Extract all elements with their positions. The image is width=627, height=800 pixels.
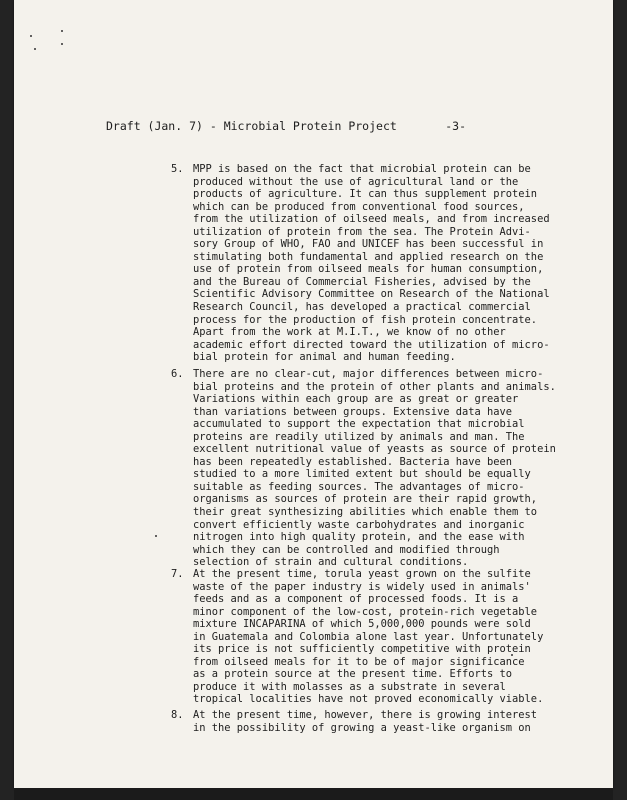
text-line: waste of the paper industry is widely used in animals' (193, 580, 531, 593)
text-line: sory Group of WHO, FAO and UNICEF has been successful in (193, 238, 544, 251)
paragraph-number: 5. (171, 163, 184, 175)
text-line: produced without the use of agricultural land or the (193, 175, 519, 188)
paragraph-number: 7. (171, 568, 184, 580)
text-line: stimulating both fundamental and applied research on the (193, 250, 544, 263)
text-line: which they can be controlled and modified through (193, 543, 500, 556)
text-line: its price is not sufficiently competitive with protein (193, 643, 531, 656)
text-line: minor component of the low-cost, protein-rich vegetable (193, 605, 538, 618)
text-line: produce it with molasses as a substrate in several (193, 680, 506, 693)
text-line: proteins are readily utilized by animals and man. The (193, 430, 525, 443)
text-line: nitrogen into high quality protein, and the ease with (193, 531, 525, 544)
text-line: and the Bureau of Commercial Fisheries, advised by the (193, 275, 531, 288)
text-line: bial proteins and the protein of other plants and animals. (193, 380, 556, 393)
scan-bottom-edge (14, 788, 613, 800)
text-line: Apart from the work at M.I.T., we know of no other (193, 326, 506, 339)
text-line: At the present time, torula yeast grown on the sulfite (193, 568, 531, 580)
text-line: bial protein for animal and human feeding. (193, 351, 456, 364)
text-line: than variations between groups. Extensive data have (193, 405, 513, 418)
text-line: suitable as feeding sources. The advantages of micro- (193, 480, 525, 493)
text-line: from oilseed meals for it to be of major significance (193, 655, 525, 668)
text-line: selection of strain and cultural conditions. (193, 556, 469, 569)
paper-speck (30, 35, 32, 37)
header-title: Draft (Jan. 7) - Microbial Protein Project (106, 119, 397, 133)
paragraph-5 (171, 163, 571, 364)
text-line: academic effort directed toward the utilization of micro- (193, 338, 550, 351)
text-line: products of agriculture. It can thus supplement protein (193, 188, 538, 201)
text-line: organisms as sources of protein are their rapid growth, (193, 493, 538, 506)
page-header (106, 119, 466, 133)
paper-speck (34, 48, 36, 50)
text-line: At the present time, however, there is growing interest (193, 709, 538, 721)
paragraph-8 (171, 709, 571, 734)
text-line: There are no clear-cut, major differences between micro- (193, 368, 544, 380)
text-line: Variations within each group are as great or greater (193, 393, 519, 406)
text-line: feeds and as a component of processed foods. It is a (193, 593, 519, 606)
text-line: tropical localities have not proved economically viable. (193, 693, 544, 706)
text-line: their great synthesizing abilities which enable them to (193, 506, 538, 519)
text-line: from the utilization of oilseed meals, and from increased (193, 213, 550, 226)
text-line: has been repeatedly established. Bacteria have been (193, 455, 513, 468)
text-line: mixture INCAPARINA of which 5,000,000 pounds were sold (193, 618, 531, 631)
paper-speck (155, 535, 157, 537)
page-number: -3- (445, 119, 466, 133)
paragraph-7 (171, 568, 571, 706)
text-line: convert efficiently waste carbohydrates and inorganic (193, 518, 525, 531)
text-line: in the possibility of growing a yeast-like organism on (193, 721, 531, 734)
text-line: utilization of protein from the sea. The Protein Advi- (193, 225, 531, 238)
paper-speck (61, 43, 63, 45)
text-line: studied to a more limited extent but should be equally (193, 468, 531, 481)
paragraph-number: 8. (171, 709, 184, 721)
text-line: process for the production of fish protein concentrate. (193, 313, 538, 326)
paper-speck (61, 30, 63, 32)
text-line: Research Council, has developed a practical commercial (193, 301, 531, 314)
text-line: use of protein from oilseed meals for human consumption, (193, 263, 544, 276)
text-line: which can be produced from conventional food sources, (193, 200, 525, 213)
text-line: MPP is based on the fact that microbial protein can be (193, 163, 531, 175)
text-line: in Guatemala and Colombia alone last year. Unfortunately (193, 630, 544, 643)
text-line: accumulated to support the expectation that microbial (193, 418, 525, 431)
text-line: Scientific Advisory Committee on Research of the National (193, 288, 550, 301)
text-line: excellent nutritional value of yeasts as source of protein (193, 443, 556, 456)
text-line: as a protein source at the present time. Efforts to (193, 668, 513, 681)
paragraph-number: 6. (171, 368, 184, 380)
paragraph-6 (171, 368, 571, 569)
